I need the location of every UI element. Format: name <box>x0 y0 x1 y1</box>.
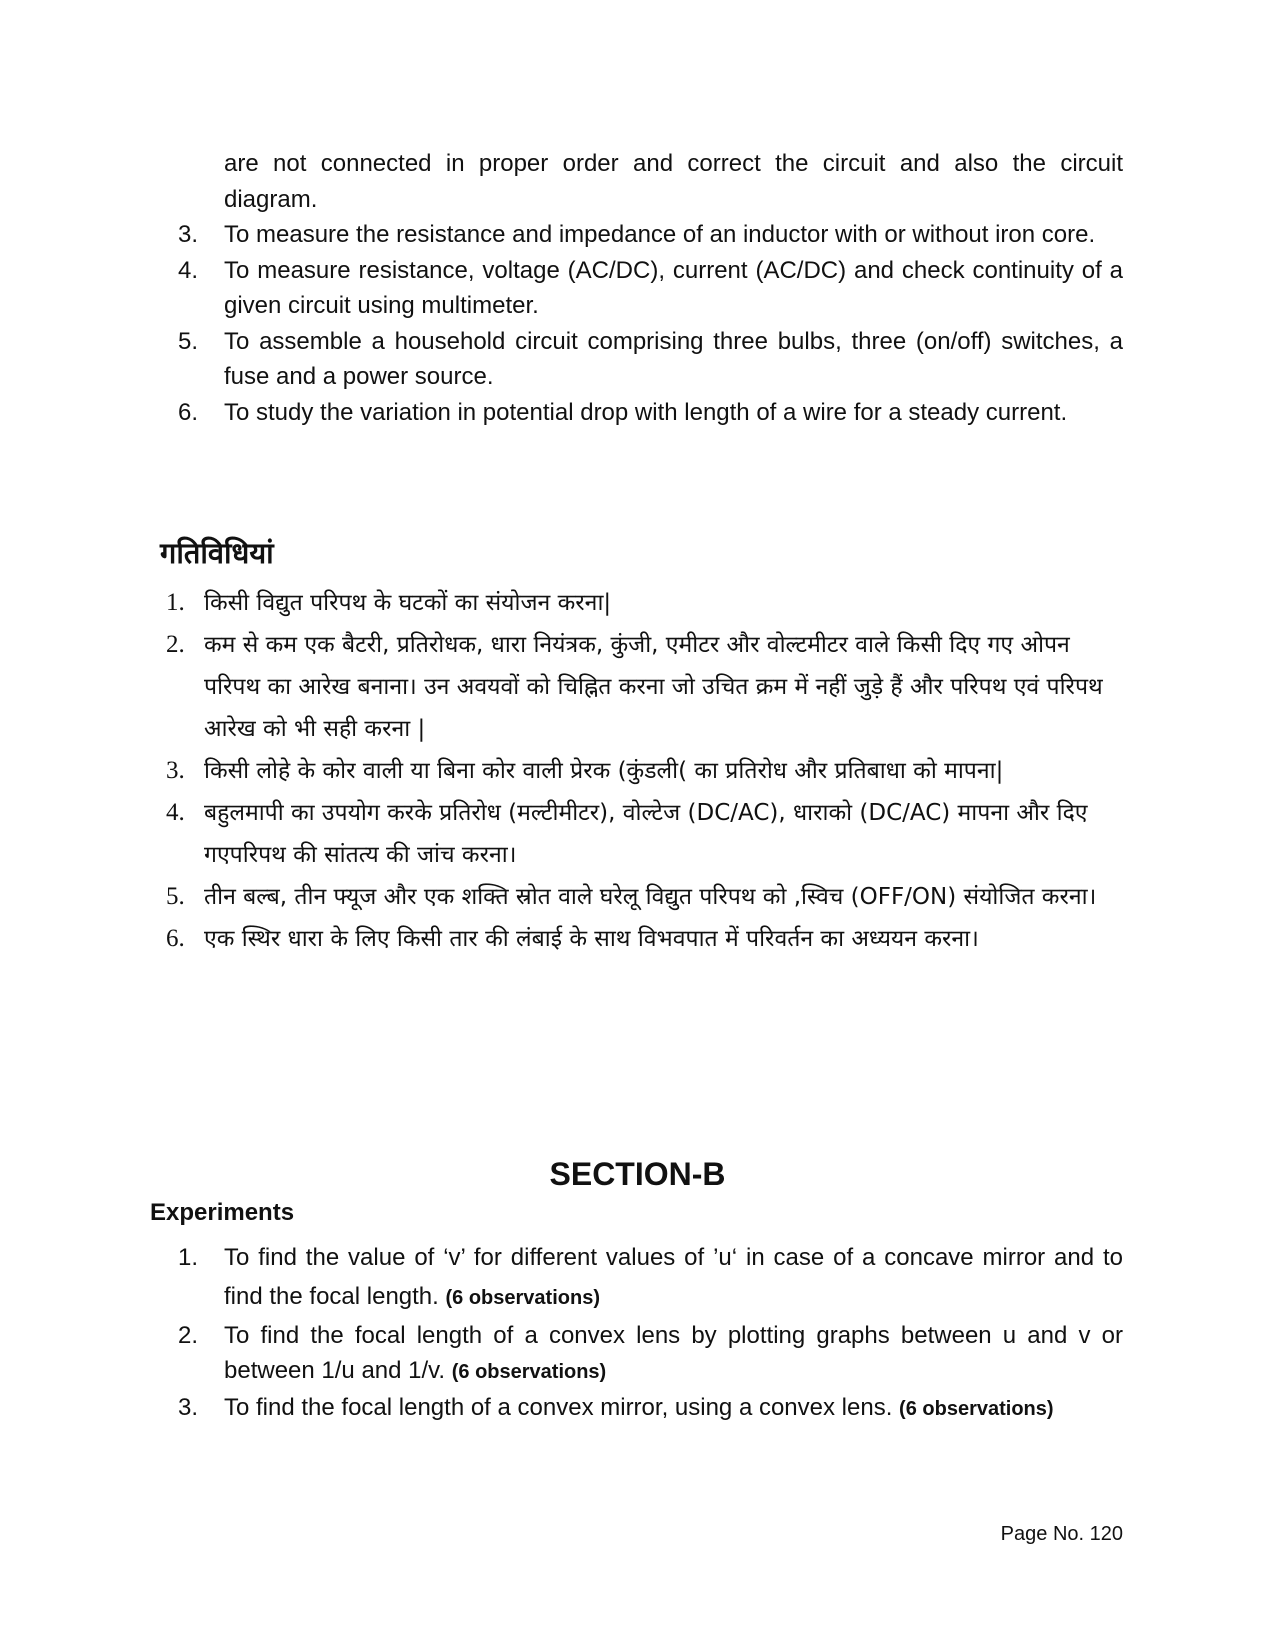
item-number: 3. <box>166 757 185 784</box>
item-text: कम से कम एक बैटरी, प्रतिरोधक, धारा नियंत्रक, कुंजी, एमीटर और वोल्टमीटर वाले किसी दिए गए ओपन परिपथ का आरेख बनाना। उन अवयवों को चिह्नित करना जो उचित क्रम में नहीं जुड़े हैं और परिपथ एवं परिपथ आरेख को भी सही करना | <box>204 632 1103 742</box>
observations-note: (6 observations) <box>451 1361 607 1383</box>
experiments-heading: Experiments <box>150 1199 295 1226</box>
item-number: 6. <box>166 925 185 952</box>
list-item <box>178 1390 1123 1427</box>
item-text: बहुलमापी का उपयोग करके प्रतिरोध (मल्टीमीटर), वोल्टेज (DC/AC), धाराको (DC/AC) मापना और दिए गएपरिपथ की सांतत्य की जांच करना। <box>204 800 1088 868</box>
item-number: 3. <box>178 1394 199 1421</box>
list-item <box>166 624 1126 750</box>
activities-list <box>166 582 1126 960</box>
list-item <box>166 876 1126 918</box>
item-number: 4. <box>178 256 199 284</box>
item-number: 2. <box>166 631 185 658</box>
item-text: To measure resistance, voltage (AC/DC), current (AC/DC) and check continuity of a given circuit using multimeter. <box>224 256 1123 319</box>
item-number: 6. <box>178 398 199 426</box>
item-text: To measure the resistance and impedance of an inductor with or without iron core. <box>224 221 1096 248</box>
activities-heading: गतिविधियां <box>160 536 274 570</box>
item-text: To assemble a household circuit comprising three bulbs, three (on/off) switches, a fuse and a power source. <box>224 327 1123 390</box>
item-text: एक स्थिर धारा के लिए किसी तार की लंबाई के साथ विभवपात में परिवर्तन का अध्ययन करना। <box>204 926 979 952</box>
item-number: 3. <box>178 221 199 248</box>
list-item <box>178 1238 1123 1318</box>
page-number: Page No. 120 <box>1000 1523 1123 1545</box>
list-item <box>178 1318 1123 1390</box>
item-text: To study the variation in potential drop with length of a wire for a steady current. <box>224 398 1068 426</box>
item-text: किसी लोहे के कोर वाली या बिना कोर वाली प्रेरक (कुंडली( का प्रतिरोध और प्रतिबाधा को मापना| <box>204 758 1004 784</box>
item-text: To find the focal length of a convex mirror, using a convex lens. <box>224 1394 893 1421</box>
section-title: SECTION-B <box>549 1156 726 1192</box>
list-item <box>166 792 1126 876</box>
list-item <box>178 324 1123 395</box>
list-item <box>166 582 1126 624</box>
list-item <box>166 750 1126 792</box>
item-number: 1. <box>178 1244 199 1271</box>
item-number: 5. <box>178 327 199 355</box>
continuation-text: are not connected in proper order and correct the circuit and also the circuit diagram. <box>224 150 1123 213</box>
item-number: 1. <box>166 589 185 616</box>
observations-note: (6 observations) <box>899 1398 1054 1420</box>
item-text: तीन बल्ब, तीन फ्यूज और एक शक्ति स्रोत वाले घरेलू विद्युत परिपथ को ,स्विच (OFF/ON) संयोजित करना। <box>204 884 1097 910</box>
item-number: 5. <box>166 883 185 910</box>
list-item <box>178 395 1123 431</box>
item-number: 2. <box>178 1322 199 1349</box>
item-text: To find the value of ‘v’ for different values of ’u‘ in case of a concave mirror and to find the focal length. <box>224 1244 1123 1310</box>
practical-list <box>178 217 1123 430</box>
experiments-list <box>178 1238 1123 1427</box>
observations-note: (6 observations) <box>445 1287 600 1309</box>
item-text: किसी विद्युत परिपथ के घटकों का संयोजन करना| <box>204 590 612 616</box>
item-text: To find the focal length of a convex lens by plotting graphs between u and v or between 1/u and 1/v. <box>224 1322 1123 1384</box>
list-item <box>178 217 1123 253</box>
item-number: 4. <box>166 799 185 826</box>
list-item <box>178 253 1123 324</box>
list-item <box>166 918 1126 960</box>
